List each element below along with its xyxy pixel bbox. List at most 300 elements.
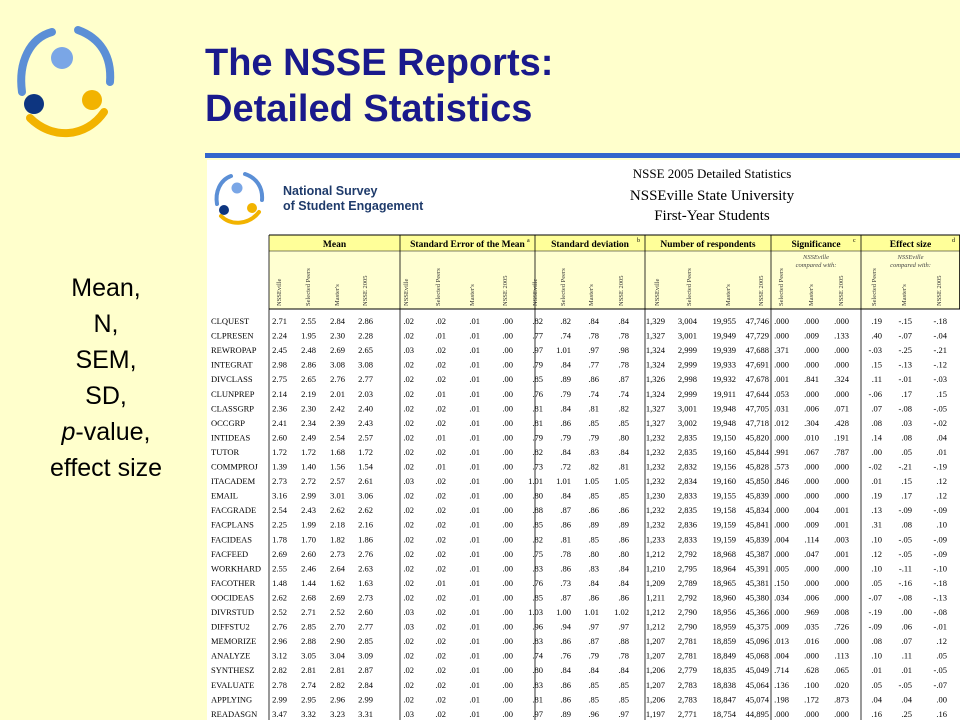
row-variable-name: DIVCLASS [211, 374, 253, 385]
table-cell: -.13 [898, 359, 912, 370]
table-cell: 3.01 [330, 490, 345, 501]
table-cell: 45,839 [745, 490, 769, 501]
table-cell: .76 [532, 388, 543, 399]
table-cell: 1.01 [584, 607, 599, 617]
table-cell: .84 [560, 446, 571, 457]
table-cell: 2.75 [272, 374, 287, 385]
table-cell: .17 [901, 490, 912, 501]
table-cell: 3.04 [330, 650, 345, 661]
table-cell: 1,324 [645, 345, 665, 356]
table-cell: .00 [502, 476, 513, 487]
subcolumn-label: Selected Peers [778, 268, 785, 306]
table-cell: .01 [469, 577, 480, 588]
table-cell: -.09 [933, 505, 947, 516]
statistics-list [20, 270, 192, 486]
subcolumn-label: Master's [334, 284, 341, 306]
table-cell: .84 [618, 446, 629, 457]
table-cell: .02 [435, 592, 446, 603]
table-cell: .016 [804, 636, 819, 647]
table-cell: .80 [618, 432, 629, 443]
table-cell: 2.30 [330, 330, 345, 341]
table-cell: .84 [560, 359, 571, 370]
subcolumn-label: NSSE 2005 [362, 275, 369, 306]
table-cell: .86 [560, 519, 571, 530]
table-cell: .81 [560, 534, 571, 545]
table-cell: .01 [469, 476, 480, 487]
table-cell: .00 [502, 563, 513, 574]
table-cell: .071 [834, 403, 849, 414]
table-cell: 19,948 [712, 417, 736, 428]
table-cell: .07 [901, 636, 912, 647]
table-cell: .82 [532, 446, 543, 457]
table-cell: 2.64 [330, 563, 345, 574]
table-cell: .00 [502, 708, 513, 719]
table-cell: .005 [774, 563, 789, 574]
table-cell: .72 [560, 461, 571, 472]
subcolumn-label: NSSE 2005 [936, 275, 943, 306]
table-cell: .00 [502, 534, 513, 545]
table-cell: .004 [774, 534, 789, 545]
table-cell: .01 [469, 563, 480, 574]
table-cell: 2.84 [330, 316, 345, 326]
table-cell: 2.86 [358, 316, 373, 326]
table-cell: 2.98 [272, 359, 287, 370]
table-cell: .01 [871, 476, 882, 487]
subcolumn-label: NSSEville [276, 278, 283, 306]
side-label-effect-size: effect size [49, 454, 163, 482]
table-cell: 45,844 [745, 446, 769, 457]
table-cell: .01 [469, 621, 480, 632]
table-cell: .01 [469, 607, 480, 617]
table-cell: .25 [901, 708, 912, 719]
table-cell: .000 [834, 490, 849, 501]
table-cell: -.05 [898, 679, 912, 690]
table-cell: -.19 [868, 607, 882, 617]
table-cell: .01 [469, 636, 480, 647]
table-cell: .00 [502, 330, 513, 341]
table-cell: .02 [435, 417, 446, 428]
table-cell: 2,835 [677, 446, 697, 457]
table-cell: 2.60 [301, 548, 316, 559]
table-cell: .97 [618, 621, 629, 632]
table-cell: .88 [618, 636, 629, 647]
table-cell: 19,955 [712, 316, 736, 326]
table-cell: .000 [834, 577, 849, 588]
table-cell: 18,754 [712, 708, 736, 719]
table-cell: 1,329 [645, 316, 665, 326]
table-cell: .136 [774, 679, 789, 690]
subcolumn-label: Selected Peers [435, 268, 442, 306]
table-cell: 2,834 [677, 476, 697, 487]
group-label: Mean [322, 240, 347, 250]
table-cell: .02 [403, 534, 414, 545]
table-cell: .000 [834, 592, 849, 603]
table-cell: 2.95 [301, 694, 316, 705]
table-cell: .067 [804, 446, 819, 457]
table-cell: 18,956 [712, 607, 736, 617]
table-cell: .000 [804, 388, 819, 399]
table-cell: 18,838 [712, 679, 736, 690]
table-cell: 1.72 [272, 446, 287, 457]
table-cell: .07 [871, 403, 882, 414]
table-cell: 2.62 [358, 505, 373, 516]
table-cell: 44,895 [745, 708, 769, 719]
table-cell: .02 [403, 665, 414, 676]
table-cell: 2,792 [677, 548, 697, 559]
table-cell: .81 [618, 461, 629, 472]
table-cell: .02 [403, 446, 414, 457]
table-cell: 45,096 [745, 636, 769, 647]
table-cell: 45,828 [745, 461, 769, 472]
table-cell: .08 [871, 417, 882, 428]
table-cell: 2.77 [358, 374, 373, 385]
table-cell: .85 [588, 417, 599, 428]
side-label-sem: SEM, [75, 346, 137, 374]
table-cell: 47,705 [745, 403, 769, 414]
table-cell: -.18 [933, 577, 947, 588]
table-cell: .114 [804, 534, 819, 545]
table-cell: -.21 [898, 461, 912, 472]
table-cell: .00 [502, 403, 513, 414]
table-cell: .87 [560, 505, 571, 516]
subheader-band [269, 251, 960, 309]
table-cell: .01 [469, 708, 480, 719]
table-cell: 1.01 [556, 476, 571, 487]
table-cell: 2.49 [301, 432, 316, 443]
table-cell: .02 [435, 563, 446, 574]
subcolumn-label: Selected Peers [686, 268, 693, 306]
table-cell: .000 [774, 548, 789, 559]
table-cell: 1.01 [556, 345, 571, 356]
table-cell: .873 [834, 694, 849, 705]
table-cell: 3.12 [272, 650, 287, 661]
table-cell: 1,232 [645, 519, 665, 530]
table-cell: .82 [588, 461, 599, 472]
table-cell: .02 [435, 708, 446, 719]
table-cell: .12 [936, 636, 947, 647]
table-cell: 1.86 [358, 534, 373, 545]
group-label: Standard deviation [551, 240, 629, 250]
table-cell: 2.55 [272, 563, 287, 574]
table-cell: 3,004 [677, 316, 697, 326]
table-cell: .03 [403, 607, 414, 617]
table-cell: .15 [936, 388, 947, 399]
table-cell: 1,232 [645, 476, 665, 487]
table-cell: 2.81 [330, 665, 345, 676]
table-cell: 47,678 [745, 374, 769, 385]
row-variable-name: CLUNPREP [211, 388, 255, 399]
subcolumn-label: Selected Peers [871, 268, 878, 306]
table-cell: .01 [469, 446, 480, 457]
table-cell: 2.65 [358, 345, 373, 356]
table-cell: -.09 [868, 621, 882, 632]
table-cell: -.11 [898, 563, 912, 574]
statistics-table [207, 160, 960, 720]
table-cell: 2.48 [301, 345, 316, 356]
table-cell: 2.68 [301, 592, 316, 603]
row-variable-name: INTIDEAS [211, 432, 251, 443]
table-cell: .40 [871, 330, 882, 341]
table-cell: .00 [502, 665, 513, 676]
table-cell: .01 [901, 665, 912, 676]
table-cell: .77 [532, 330, 543, 341]
table-cell: .80 [618, 548, 629, 559]
table-cell: .065 [834, 665, 849, 676]
table-cell: 2.30 [301, 403, 316, 414]
table-cell: 2.96 [330, 694, 345, 705]
table-cell: 47,644 [745, 388, 769, 399]
table-cell: .01 [469, 548, 480, 559]
table-cell: .84 [560, 490, 571, 501]
table-cell: 2.73 [330, 548, 345, 559]
table-cell: .01 [871, 665, 882, 676]
table-cell: .00 [502, 374, 513, 385]
table-cell: 1,206 [645, 694, 665, 705]
table-cell: .19 [871, 490, 882, 501]
row-variable-name: CLASSGRP [211, 403, 254, 414]
table-cell: .02 [435, 316, 446, 326]
row-variable-name: FACIDEAS [211, 534, 252, 545]
table-cell: .10 [936, 519, 947, 530]
table-cell: 2.42 [330, 403, 345, 414]
table-cell: .198 [774, 694, 789, 705]
table-cell: .01 [435, 461, 446, 472]
table-cell: 2.54 [272, 505, 287, 516]
table-cell: .80 [532, 490, 543, 501]
row-variable-name: DIVRSTUD [211, 607, 254, 617]
table-cell: .98 [618, 345, 629, 356]
table-cell: -.09 [933, 534, 947, 545]
subcolumn-label: Selected Peers [305, 268, 312, 306]
table-cell: .01 [469, 345, 480, 356]
table-cell: 47,746 [745, 316, 769, 326]
table-cell: .006 [804, 592, 819, 603]
table-cell: .17 [901, 388, 912, 399]
table-cell: .81 [532, 694, 543, 705]
table-cell: .02 [435, 519, 446, 530]
table-cell: 2.76 [358, 548, 373, 559]
table-cell: .94 [560, 621, 571, 632]
table-cell: 1,232 [645, 432, 665, 443]
report-population: First-Year Students [654, 208, 770, 224]
table-cell: .03 [403, 345, 414, 356]
table-cell: .00 [502, 592, 513, 603]
table-cell: -.05 [898, 548, 912, 559]
table-cell: .172 [804, 694, 819, 705]
table-cell: 2.57 [358, 432, 373, 443]
table-cell: .03 [403, 708, 414, 719]
table-cell: .01 [435, 432, 446, 443]
subcolumn-label: Master's [588, 284, 595, 306]
subcolumn-label: NSSEville [403, 278, 410, 306]
table-cell: .00 [502, 607, 513, 617]
table-cell: 47,718 [745, 417, 769, 428]
table-cell: .78 [560, 548, 571, 559]
subcolumn-label: NSSE 2005 [758, 275, 765, 306]
table-cell: 1.05 [614, 476, 629, 487]
table-cell: .01 [469, 432, 480, 443]
table-cell: .020 [834, 679, 849, 690]
table-cell: .76 [560, 650, 571, 661]
table-cell: .991 [774, 446, 789, 457]
table-cell: .000 [774, 607, 789, 617]
table-cell: .87 [560, 592, 571, 603]
table-cell: .969 [804, 607, 819, 617]
table-cell: 2.78 [272, 679, 287, 690]
table-cell: .83 [588, 446, 599, 457]
table-cell: .89 [618, 519, 629, 530]
subcolumn-label: Master's [901, 284, 908, 306]
table-cell: 2.41 [272, 417, 287, 428]
table-cell: 2.76 [330, 374, 345, 385]
table-cell: .02 [435, 359, 446, 370]
table-cell: .19 [871, 316, 882, 326]
table-cell: .15 [871, 359, 882, 370]
table-cell: .01 [435, 577, 446, 588]
slide-title-line-2: Detailed Statistics [205, 88, 533, 130]
table-cell: .02 [403, 679, 414, 690]
table-cell: 2.16 [358, 519, 373, 530]
table-cell: -.05 [933, 665, 947, 676]
table-cell: .79 [560, 432, 571, 443]
table-cell: .02 [403, 650, 414, 661]
table-cell: 2.69 [330, 345, 345, 356]
table-cell: .01 [469, 679, 480, 690]
table-cell: 3.32 [301, 708, 316, 719]
table-cell: 2.28 [358, 330, 373, 341]
table-cell: .13 [871, 505, 882, 516]
table-cell: 3.09 [358, 650, 373, 661]
table-cell: .12 [871, 548, 882, 559]
table-cell: .001 [834, 519, 849, 530]
table-cell: 1,207 [645, 650, 665, 661]
table-cell: 45,074 [745, 694, 769, 705]
table-cell: 18,849 [712, 650, 736, 661]
table-cell: .01 [469, 490, 480, 501]
table-cell: 2.18 [330, 519, 345, 530]
table-cell: .02 [403, 577, 414, 588]
table-cell: .02 [435, 403, 446, 414]
table-cell: 2.69 [330, 592, 345, 603]
table-cell: .000 [804, 490, 819, 501]
table-cell: .85 [532, 592, 543, 603]
group-footnote-marker: d [952, 238, 955, 244]
table-cell: .846 [774, 476, 789, 487]
table-cell: 2.99 [272, 694, 287, 705]
table-cell: 2.39 [330, 417, 345, 428]
table-cell: .010 [804, 432, 819, 443]
table-cell: 1,212 [645, 621, 665, 632]
table-cell: .02 [435, 694, 446, 705]
table-cell: .02 [435, 446, 446, 457]
table-cell: .02 [435, 505, 446, 516]
table-cell: .00 [502, 621, 513, 632]
table-cell: .81 [532, 417, 543, 428]
group-label: Significance [791, 240, 841, 250]
table-cell: 1.72 [301, 446, 316, 457]
table-cell: 45,366 [745, 607, 769, 617]
table-cell: .01 [435, 388, 446, 399]
table-cell: 2.85 [301, 621, 316, 632]
table-cell: -.16 [898, 577, 912, 588]
row-variable-name: TUTOR [211, 446, 240, 457]
side-label-pvalue-rest: -value, [75, 418, 151, 446]
table-cell: 45,064 [745, 679, 769, 690]
table-cell: .86 [588, 592, 599, 603]
table-cell: .324 [834, 374, 849, 385]
table-cell: .02 [403, 316, 414, 326]
table-cell: 2.01 [330, 388, 345, 399]
table-cell: .75 [532, 548, 543, 559]
table-cell: .79 [588, 650, 599, 661]
table-cell: .16 [936, 708, 947, 719]
table-cell: .02 [435, 665, 446, 676]
report-institution: NSSEville State University [629, 188, 795, 204]
table-cell: .16 [871, 708, 882, 719]
row-variable-name: ANALYZE [211, 650, 251, 661]
table-cell: .83 [588, 563, 599, 574]
table-cell: .02 [403, 330, 414, 341]
table-cell: .573 [774, 461, 789, 472]
org-line-2: of Student Engagement [283, 199, 424, 213]
table-cell: .000 [834, 388, 849, 399]
table-cell: -.08 [933, 607, 947, 617]
table-cell: .84 [588, 577, 599, 588]
table-cell: .79 [532, 432, 543, 443]
table-cell: .74 [588, 388, 599, 399]
table-cell: .01 [469, 519, 480, 530]
table-cell: .047 [804, 548, 819, 559]
table-cell: 1,212 [645, 607, 665, 617]
slide-title-line-1: The NSSE Reports: [205, 42, 554, 84]
table-cell: .02 [435, 374, 446, 385]
table-cell: .84 [588, 316, 599, 326]
table-cell: 1.78 [272, 534, 287, 545]
table-cell: 19,160 [712, 476, 736, 487]
table-cell: 2.60 [358, 607, 373, 617]
table-cell: .10 [871, 563, 882, 574]
table-cell: 1.62 [330, 577, 345, 588]
table-cell: 2,783 [677, 679, 697, 690]
table-cell: .15 [901, 476, 912, 487]
table-cell: 2.87 [358, 665, 373, 676]
table-cell: .02 [403, 490, 414, 501]
table-cell: .004 [804, 505, 819, 516]
row-variable-name: CLPRESEN [211, 330, 254, 341]
table-cell: 19,939 [712, 345, 736, 356]
table-cell: .81 [532, 403, 543, 414]
table-cell: 2,998 [677, 374, 697, 385]
table-cell: 1.01 [528, 476, 543, 487]
table-cell: .100 [804, 679, 819, 690]
table-cell: 1.05 [584, 476, 599, 487]
table-cell: 45,850 [745, 476, 769, 487]
table-cell: .00 [502, 519, 513, 530]
table-cell: .000 [804, 359, 819, 370]
table-cell: .00 [502, 505, 513, 516]
table-cell: 3.08 [330, 359, 345, 370]
table-cell: 2.54 [330, 432, 345, 443]
table-cell: 1,232 [645, 446, 665, 457]
table-cell: .009 [804, 519, 819, 530]
group-label: Effect size [889, 240, 932, 250]
detailed-statistics-report [207, 160, 960, 720]
table-cell: 3,002 [677, 417, 697, 428]
table-cell: 2.62 [330, 505, 345, 516]
table-cell: 2,790 [677, 621, 697, 632]
table-cell: -.09 [898, 505, 912, 516]
table-cell: 19,933 [712, 359, 736, 370]
